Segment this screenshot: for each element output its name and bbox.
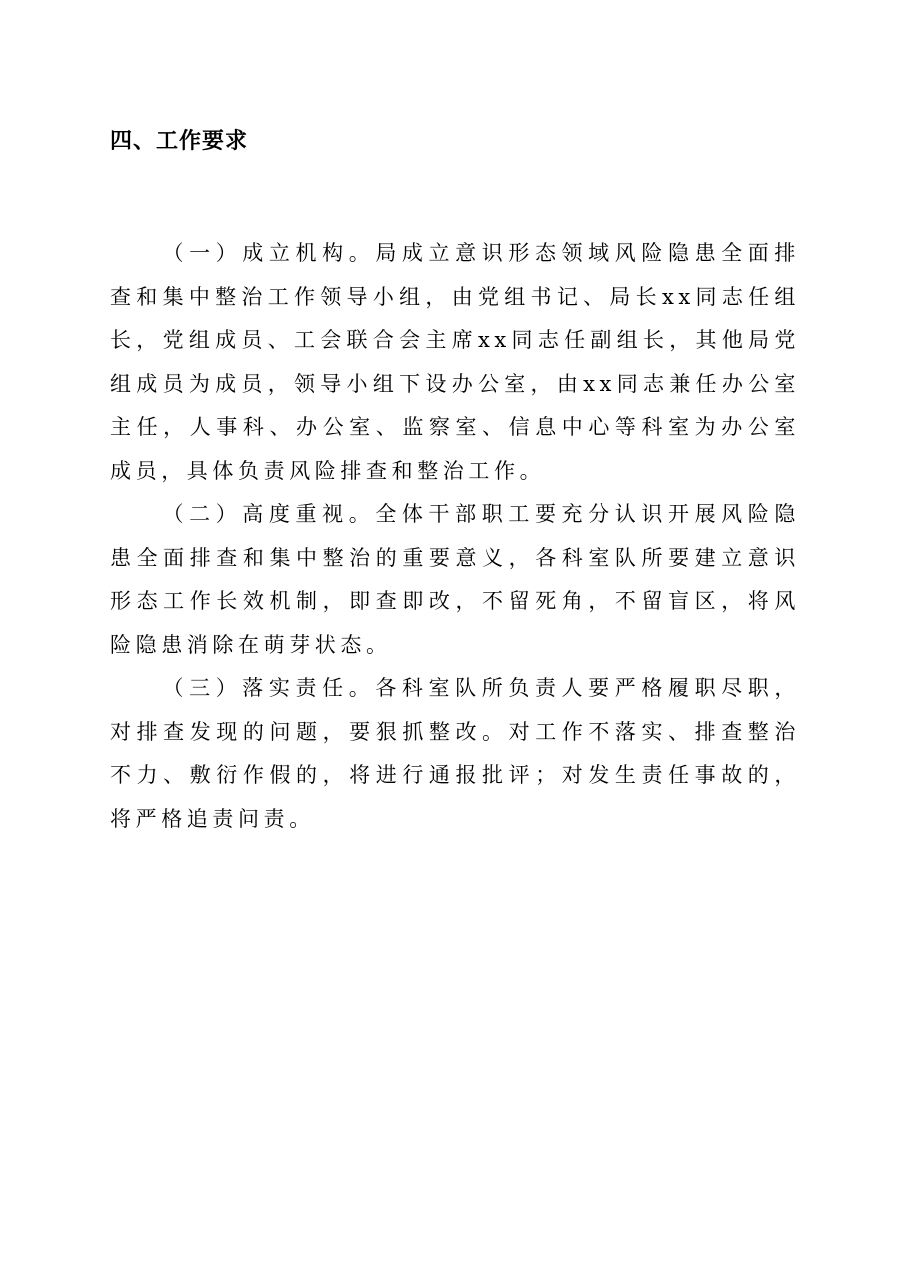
paragraph-implement-responsibility: （三）落实责任。各科室队所负责人要严格履职尽职，对排查发现的问题，要狠抓整改。对工作不落实、排查整治不力、敷衍作假的，将进行通报批评；对发生责任事故的，将严格追责问责。	[110, 676, 800, 831]
paragraph-high-priority: （二）高度重视。全体干部职工要充分认识开展风险隐患全面排查和集中整治的重要意义，各科室队所要建立意识形态工作长效机制，即查即改，不留死角，不留盲区，将风险隐患消除在萌芽状态。	[110, 502, 800, 657]
section-heading: 四、工作要求	[110, 129, 249, 154]
paragraph-establish-organization: （一）成立机构。局成立意识形态领域风险隐患全面排查和集中整治工作领导小组，由党组书记、局长xx同志任组长，党组成员、工会联合会主席xx同志任副组长，其他局党组成员为成员，领导小组下设办公室，由xx同志兼任办公室主任，人事科、办公室、监察室、信息中心等科室为办公室成员，具体负责风险排查和整治工作。	[110, 241, 800, 483]
document-body	[110, 232, 800, 841]
